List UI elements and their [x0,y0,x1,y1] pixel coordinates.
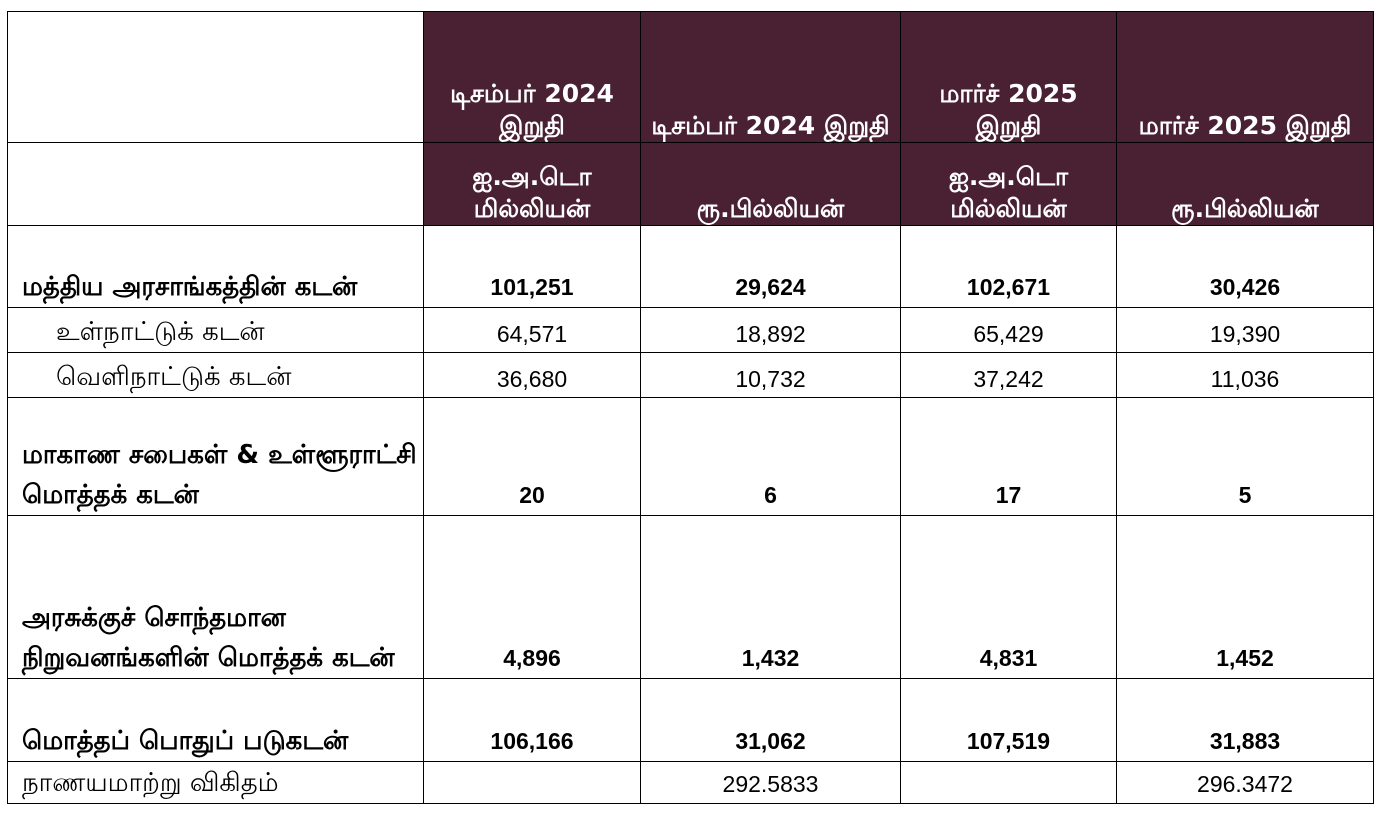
cell-value: 19,390 [1117,308,1374,353]
cell-value: 36,680 [424,353,641,398]
cell-value: 11,036 [1117,353,1374,398]
cell-value [901,762,1117,804]
cell-value: 30,426 [1117,226,1374,308]
cell-value: 17 [901,398,1117,516]
header-units-corner-cell [8,143,424,226]
header-period-3: மார்ச் 2025 இறுதி [901,12,1117,143]
cell-value: 107,519 [901,679,1117,762]
cell-value: 1,432 [641,516,901,679]
table-row [8,308,1374,353]
cell-value: 102,671 [901,226,1117,308]
row-label: மாகாண சபைகள் & உள்ளூராட்சி மொத்தக் கடன் [8,398,424,516]
table-row [8,679,1374,762]
cell-value: 65,429 [901,308,1117,353]
cell-value: 101,251 [424,226,641,308]
header-unit-4: ரூ.பில்லியன் [1117,143,1374,226]
cell-value: 10,732 [641,353,901,398]
header-period-4: மார்ச் 2025 இறுதி [1117,12,1374,143]
cell-value: 37,242 [901,353,1117,398]
cell-value: 6 [641,398,901,516]
header-row-periods [8,12,1374,143]
cell-value: 31,062 [641,679,901,762]
table-row [8,516,1374,679]
row-label: வெளிநாட்டுக் கடன் [8,353,424,398]
header-corner-cell [8,12,424,143]
header-unit-1: ஐ.அ.டொ மில்லியன் [424,143,641,226]
table-row [8,226,1374,308]
table-row [8,398,1374,516]
cell-value [424,762,641,804]
header-period-1: டிசம்பர் 2024 இறுதி [424,12,641,143]
cell-value: 64,571 [424,308,641,353]
row-label: நாணயமாற்று விகிதம் [8,762,424,804]
table-row [8,353,1374,398]
cell-value: 292.5833 [641,762,901,804]
cell-value: 296.3472 [1117,762,1374,804]
header-unit-3: ஐ.அ.டொ மில்லியன் [901,143,1117,226]
row-label: மொத்தப் பொதுப் படுகடன் [8,679,424,762]
header-unit-2: ரூ.பில்லியன் [641,143,901,226]
cell-value: 31,883 [1117,679,1374,762]
public-debt-table [7,11,1374,804]
cell-value: 5 [1117,398,1374,516]
cell-value: 20 [424,398,641,516]
cell-value: 1,452 [1117,516,1374,679]
cell-value: 106,166 [424,679,641,762]
cell-value: 4,831 [901,516,1117,679]
cell-value: 4,896 [424,516,641,679]
row-label: அரசுக்குச் சொந்தமான நிறுவனங்களின் மொத்தக் கடன் [8,516,424,679]
row-label: உள்நாட்டுக் கடன் [8,308,424,353]
row-label: மத்திய அரசாங்கத்தின் கடன் [8,226,424,308]
table-row [8,762,1374,804]
cell-value: 18,892 [641,308,901,353]
header-period-2: டிசம்பர் 2024 இறுதி [641,12,901,143]
cell-value: 29,624 [641,226,901,308]
header-row-units [8,143,1374,226]
